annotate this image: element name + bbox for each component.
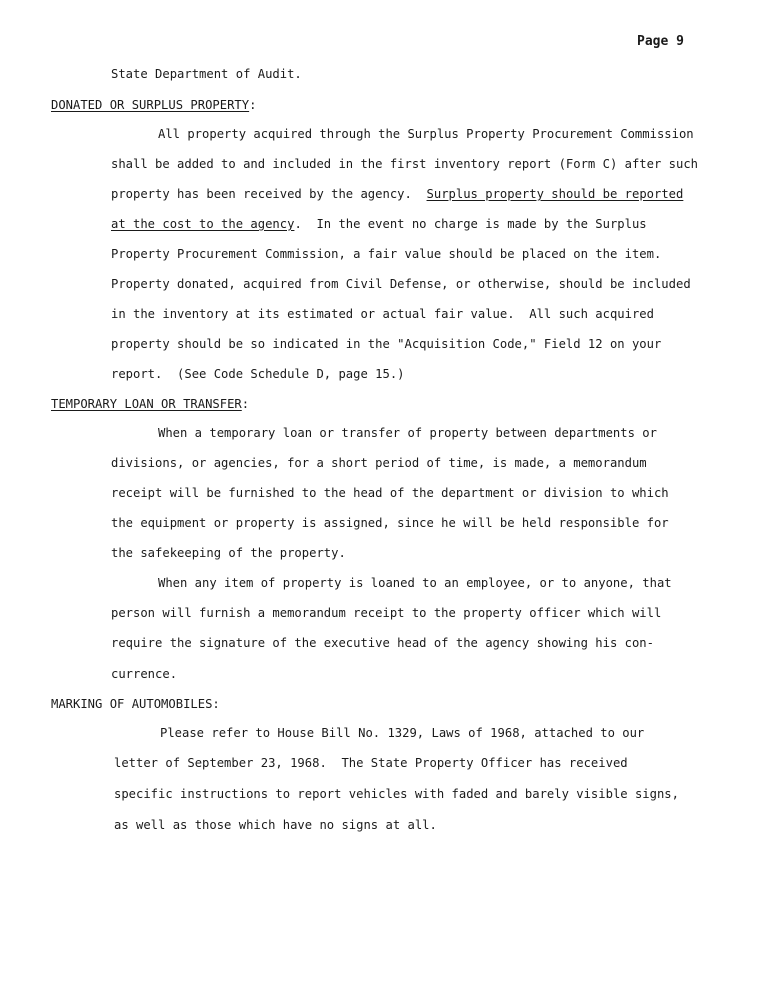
donated-line-1: All property acquired through the Surplus Property Procurement Commission [158,127,694,141]
donated-line-9: report. (See Code Schedule D, page 15.) [111,367,405,381]
donated-line-3a: property has been received by the agency. [111,187,412,201]
heading-colon: : [241,397,250,411]
automobiles-line-4: as well as those which have no signs at all. [114,818,437,832]
heading-colon: : [249,98,257,112]
donated-line-2: shall be added to and included in the first inventory report (Form C) after such [111,157,698,171]
section-heading-temporary [51,396,249,412]
donated-line-8: property should be so indicated in the "Acquisition Code," Field 12 on your [111,337,662,351]
intro-line: State Department of Audit. [111,67,302,81]
underlined-surplus-phrase: Surplus property should be reported [426,187,684,201]
temporary-p1-line-5: the safekeeping of the property. [111,546,346,560]
temporary-p2-line-4: currence. [111,667,178,681]
section-heading-donated [51,97,256,113]
temporary-p2-line-3: require the signature of the executive head of the agency showing his con- [111,636,654,650]
donated-line-4 [111,216,647,232]
automobiles-line-3: specific instructions to report vehicles with faded and barely visible signs, [114,787,679,801]
heading-text: TEMPORARY LOAN OR TRANSFER [51,397,242,411]
donated-line-6: Property donated, acquired from Civil Defense, or otherwise, should be included [111,277,691,291]
automobiles-line-1: Please refer to House Bill No. 1329, Laws of 1968, attached to our [160,726,645,740]
donated-line-4b: . In the event no charge is made by the Surplus [294,217,647,231]
donated-line-7: in the inventory at its estimated or actual fair value. All such acquired [111,307,654,321]
temporary-p2-line-1: When any item of property is loaned to an employee, or to anyone, that [158,576,672,590]
page-number: Page 9 [637,34,684,49]
temporary-p1-line-1: When a temporary loan or transfer of property between departments or [158,426,657,440]
heading-text: DONATED OR SURPLUS PROPERTY [51,98,250,112]
donated-line-5: Property Procurement Commission, a fair value should be placed on the item. [111,247,662,261]
section-heading-automobiles: MARKING OF AUTOMOBILES: [51,697,220,711]
temporary-p1-line-2: divisions, or agencies, for a short period of time, is made, a memorandum [111,456,647,470]
temporary-p2-line-2: person will furnish a memorandum receipt to the property officer which will [111,606,662,620]
temporary-p1-line-3: receipt will be furnished to the head of the department or division to which [111,486,669,500]
temporary-p1-line-4: the equipment or property is assigned, since he will be held responsible for [111,516,669,530]
donated-line-3 [111,186,683,202]
underlined-cost-phrase: at the cost to the agency [111,217,295,231]
automobiles-line-2: letter of September 23, 1968. The State Property Officer has received [114,756,628,770]
